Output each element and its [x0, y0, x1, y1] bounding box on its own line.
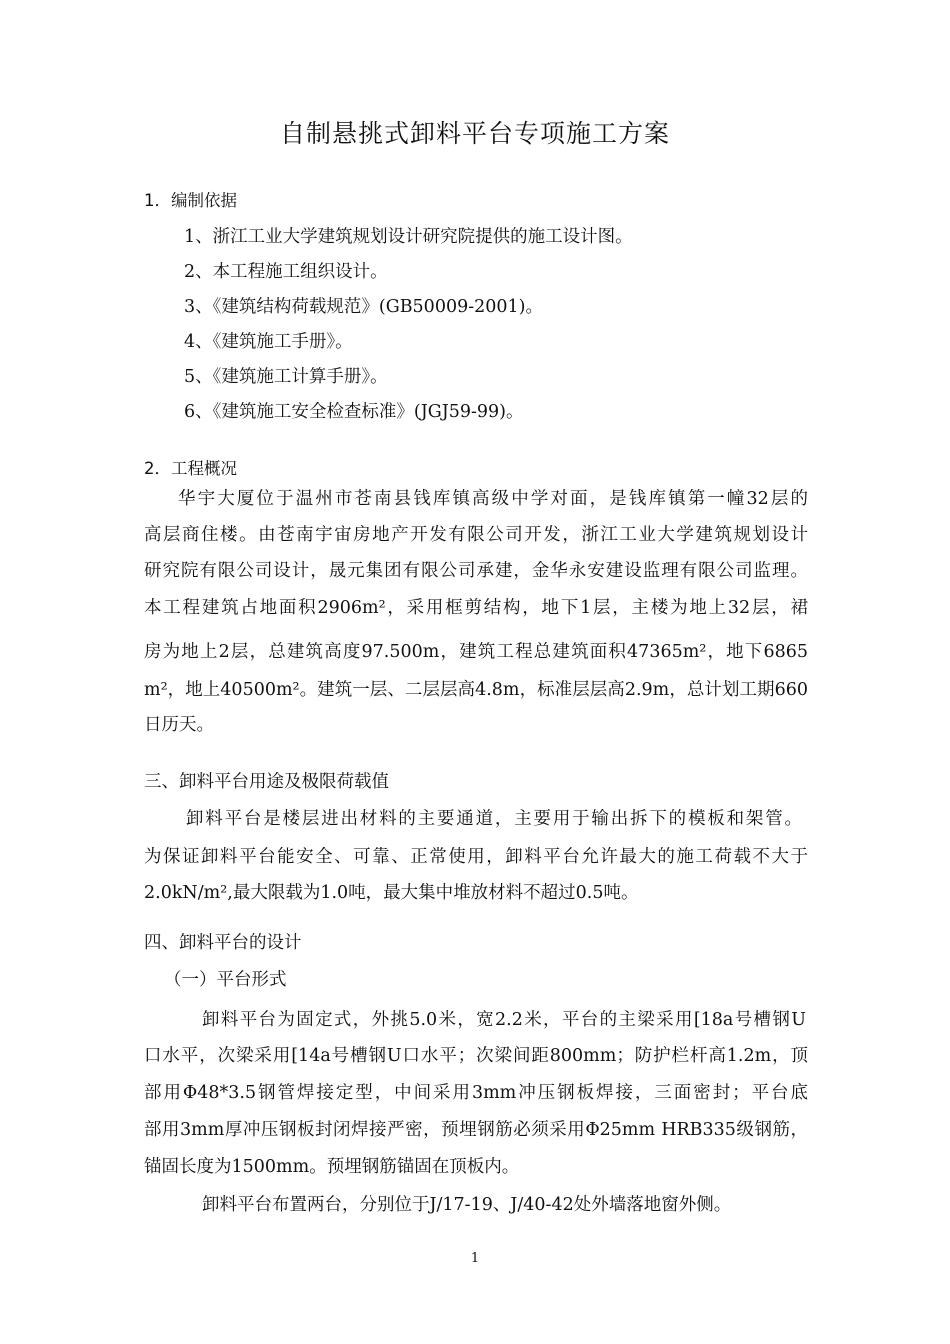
section-1-heading: 1．编制依据 [144, 191, 237, 210]
reference-item-6: 6、《建筑施工安全检查标准》(JGJ59-99)。 [184, 402, 524, 422]
overview-line-7: 日历天。 [144, 715, 214, 735]
usage-line-2: 为保证卸料平台能安全、可靠、正常使用，卸料平台允许最大的施工荷载不大于 [144, 847, 808, 867]
platform-form-subheading: （一）平台形式 [164, 970, 287, 990]
overview-line-2: 高层商住楼。由苍南宇宙房地产开发有限公司开发，浙江工业大学建筑规划设计 [144, 525, 808, 545]
reference-item-4: 4、《建筑施工手册》。 [184, 332, 353, 352]
overview-line-1: 华宇大厦位于温州市苍南县钱库镇高级中学对面，是钱库镇第一幢32层的 [178, 489, 808, 509]
overview-line-5: 房为地上2层，总建筑高度97.500m，建筑工程总建筑面积47365m²，地下6865 [144, 642, 808, 662]
section-3-heading: 三、卸料平台用途及极限荷载值 [144, 772, 389, 792]
usage-line-3: 2.0kN/m²,最大限载为1.0吨，最大集中堆放材料不超过0.5吨。 [144, 883, 639, 903]
usage-line-1: 卸料平台是楼层进出材料的主要通道，主要用于输出拆下的模板和架管。 [186, 809, 802, 829]
design-line-5: 锚固长度为1500mm。预埋钢筋锚固在顶板内。 [144, 1157, 520, 1177]
section-2-heading: 2．工程概况 [144, 459, 237, 478]
reference-item-2: 2、本工程施工组织设计。 [184, 262, 388, 282]
design-line-1: 卸料平台为固定式，外挑5.0米，宽2.2米，平台的主梁采用[18a号槽钢U [202, 1010, 806, 1030]
page-number: 1 [470, 1251, 480, 1266]
document-title: 自制悬挑式卸料平台专项施工方案 [279, 119, 670, 148]
design-line-3: 部用Φ48*3.5钢管焊接定型，中间采用3mm冲压钢板焊接，三面密封；平台底 [144, 1083, 808, 1103]
overview-line-4: 本工程建筑占地面积2906m²，采用框剪结构，地下1层，主楼为地上32层，裙 [144, 598, 808, 618]
reference-item-5: 5、《建筑施工计算手册》。 [184, 367, 388, 387]
design-line-4: 部用3mm厚冲压钢板封闭焊接严密，预埋钢筋必须采用Φ25mm HRB335级钢筋， [144, 1120, 808, 1140]
overview-line-6: m²，地上40500m²。建筑一层、二层层高4.8m，标准层层高2.9m，总计划工期660 [144, 680, 808, 700]
overview-line-3: 研究院有限公司设计，晟元集团有限公司承建，金华永安建设监理有限公司监理。 [144, 561, 808, 581]
reference-item-3: 3、《建筑结构荷载规范》(GB50009-2001)。 [184, 297, 543, 317]
design-line-2: 口水平，次梁采用[14a号槽钢U口水平；次梁间距800mm；防护栏杆高1.2m，顶 [144, 1046, 808, 1066]
design-line-6: 卸料平台布置两台，分别位于J/17-19、J/40-42处外墙落地窗外侧。 [202, 1195, 732, 1215]
reference-item-1: 1、浙江工业大学建筑规划设计研究院提供的施工设计图。 [184, 227, 633, 247]
section-4-heading: 四、卸料平台的设计 [144, 933, 302, 953]
